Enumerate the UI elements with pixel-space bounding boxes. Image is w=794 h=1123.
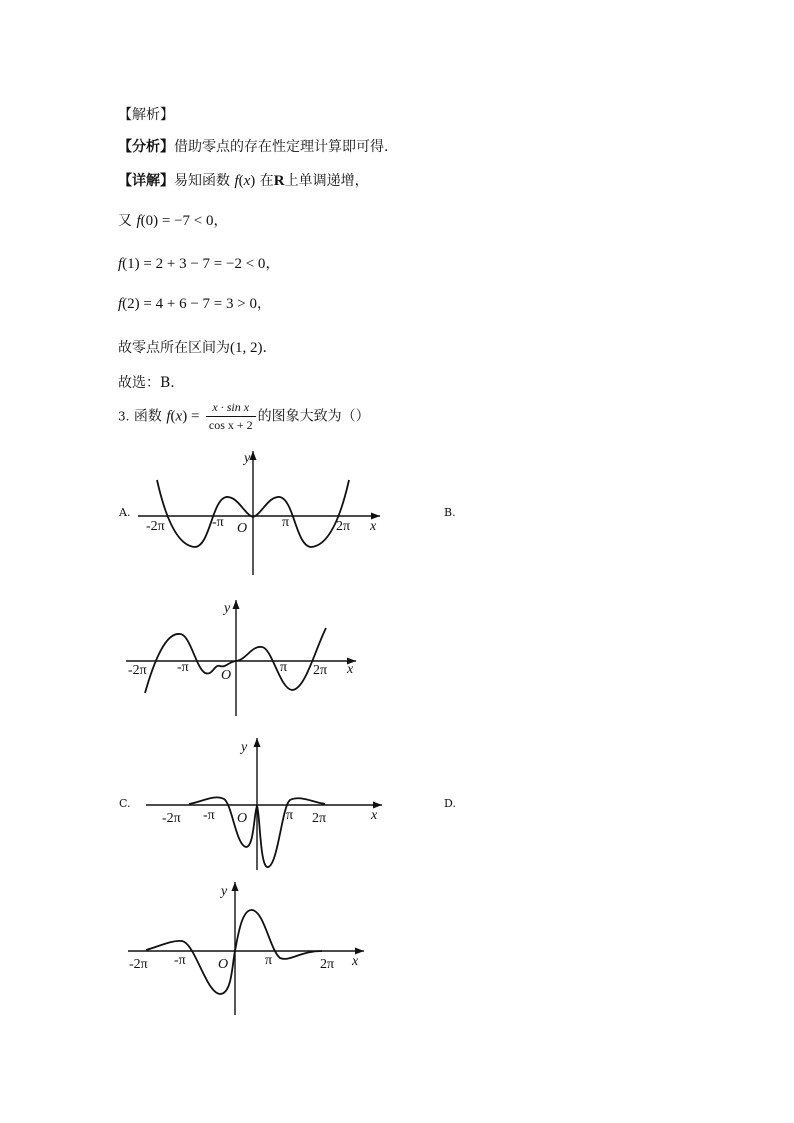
interval-pre: 故零点所在区间为 (118, 340, 230, 356)
eq1-rest: = 2 + 3 − 7 = −2 < 0 (143, 256, 266, 272)
option-c-label: C. (119, 797, 131, 810)
analysis-tag: 【分析】 (118, 139, 174, 155)
question-post: 的图象大致为（） (257, 408, 370, 425)
eq2-rest: = 4 + 6 − 7 = 3 > 0 (143, 296, 257, 312)
answer-text: 故选：B. (118, 375, 175, 391)
fraction-numerator: x · sin x (206, 400, 256, 417)
option-b-label: B. (444, 506, 456, 519)
graph-a-y-label: y (244, 451, 251, 466)
graph-c-tick-pi: π (286, 808, 294, 823)
analysis-text: 借助零点的存在性定理计算即可得. (174, 139, 389, 155)
eq2-arg: 2 (127, 296, 135, 312)
eq2-func: f (118, 296, 123, 312)
eq0-pre: 又 (118, 213, 132, 229)
graph-a-tick-pi: π (282, 515, 290, 530)
heading-text: 【解析】 (118, 107, 174, 123)
detail-mid: 在 (259, 173, 274, 189)
detail-func: f (234, 173, 239, 189)
graph-b-tick-negpi: -π (177, 660, 189, 675)
eq1-end: ， (265, 256, 280, 272)
graph-d-curve (146, 910, 322, 994)
graph-a-x-label: x (370, 519, 377, 534)
graph-d-tick-2pi: 2π (320, 957, 335, 972)
detail-var: x (243, 173, 251, 189)
eq1-arg: 1 (127, 256, 135, 272)
graph-c-tick-2pi: 2π (312, 811, 327, 826)
graph-b-x-label: x (347, 662, 354, 677)
detail-set: R (273, 173, 285, 189)
detail-pre: 易知函数 (174, 173, 230, 189)
eq-f0-line: 又 f(0) = −7 < 0， (118, 213, 228, 229)
eq0-arg: 0 (145, 213, 154, 229)
graph-b-tick-pi: π (280, 660, 288, 675)
interval-end: . (262, 340, 267, 356)
eq0-func: f (136, 213, 141, 229)
graph-b-y-label: y (224, 601, 231, 616)
graph-c-tick-negpi: -π (203, 808, 215, 823)
detail-line: 【详解】易知函数 f(x) 在R上单调递增， (118, 173, 369, 189)
question-line: 3. 函数 f(x) = $\frac{\text{x · sin x}}{\text{cos x + 2}}$ 的图象大致为（） (118, 400, 370, 432)
question-number: 3. (118, 409, 130, 424)
graph-a-tick-neg2pi: -2π (146, 519, 165, 534)
question-func: f (166, 408, 171, 425)
graph-c-y-label: y (241, 740, 248, 755)
graph-d-x-label: x (352, 954, 359, 969)
graph-a-tick-negpi: -π (212, 515, 224, 530)
graph-d-tick-neg2pi: -2π (129, 957, 148, 972)
fraction-denominator: cos x + 2 (208, 418, 253, 432)
eq-f2-line: f(2) = 4 + 6 − 7 = 3 > 0， (118, 296, 271, 312)
graph-a-tick-2pi: 2π (336, 519, 351, 534)
graph-d-tick-negpi: -π (174, 953, 186, 968)
question-pre: 函数 (133, 408, 162, 425)
interval-value: (1, 2) (230, 340, 263, 356)
graph-c-tick-neg2pi: -2π (162, 811, 181, 826)
option-a-label: A. (119, 506, 131, 519)
graph-a-origin: O (237, 521, 248, 536)
detail-tag: 【详解】 (118, 173, 174, 189)
graph-d-origin: O (218, 957, 229, 972)
graph-c-x-label: x (371, 808, 378, 823)
eq1-func: f (118, 256, 123, 272)
graph-b-origin: O (221, 668, 232, 683)
eq0-rest: = −7 < 0 (161, 213, 214, 229)
question-var: x (175, 408, 183, 425)
graph-b-tick-neg2pi: -2π (128, 663, 147, 678)
graph-b-tick-2pi: 2π (313, 663, 328, 678)
eq-f1-line: f(1) = 2 + 3 − 7 = −2 < 0， (118, 256, 280, 272)
detail-post: 上单调递增， (284, 173, 369, 189)
graph-c-origin: O (237, 811, 248, 826)
graph-d-y-arrow (232, 882, 239, 891)
eq0-end: ， (213, 213, 228, 229)
option-d-label: D. (444, 797, 456, 810)
graph-d-y-label: y (221, 884, 228, 899)
graph-d-tick-pi: π (265, 953, 273, 968)
eq2-end: ， (256, 296, 271, 312)
